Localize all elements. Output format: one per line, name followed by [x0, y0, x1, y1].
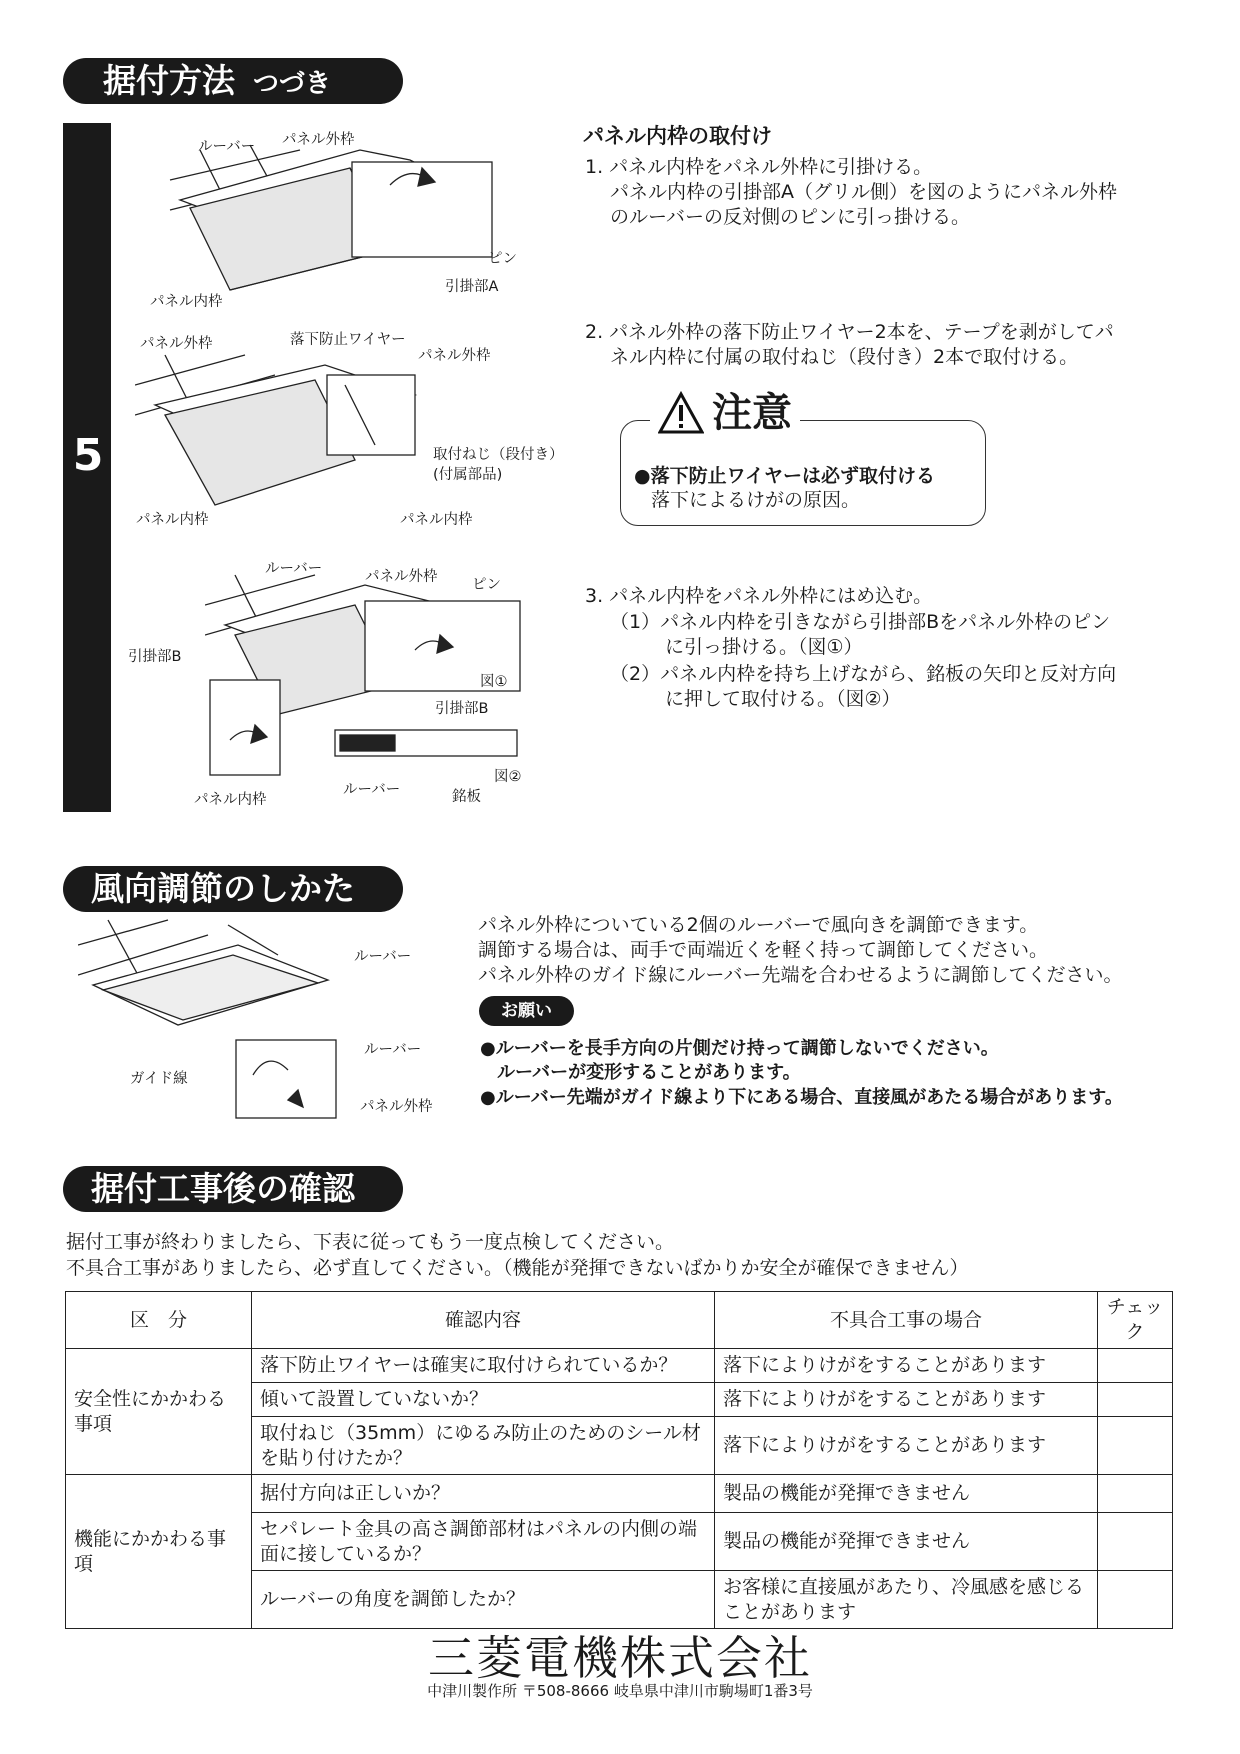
row-content: 取付ねじ（35mm）にゆるみ防止のためのシール材を貼り付けたか？: [252, 1417, 715, 1475]
fig3-label-louver-2: ルーバー: [343, 782, 401, 798]
fig3-label-inner-frame: パネル内枠: [194, 792, 267, 808]
row-result: お客様に直接風があたり、冷風感を感じることがあります: [715, 1571, 1098, 1629]
section-title-installation: [63, 58, 403, 104]
row-content: セパレート金具の高さ調節部材はパネルの内側の端面に接しているか？: [252, 1513, 715, 1571]
airflow-line2: 調節する場合は、両手で両端近くを軽く持って調節してください。: [478, 939, 1049, 961]
step3-line5: に押して取付ける。（図②）: [665, 688, 901, 710]
request-badge: お願い: [479, 996, 574, 1026]
fig3-label-fig2: 図②: [494, 769, 522, 785]
fig2-label-screw: 取付ねじ（段付き）: [433, 447, 564, 463]
row-check-cell[interactable]: [1098, 1383, 1173, 1417]
caution-bold-text: ●落下防止ワイヤーは必ず取付ける: [634, 465, 936, 487]
fig2-label-outer-left: パネル外枠: [140, 336, 213, 352]
row-result: 製品の機能が発揮できません: [715, 1475, 1098, 1513]
fig2-label-wire: 落下防止ワイヤー: [290, 332, 406, 348]
fig3-label-pin: ピン: [472, 577, 501, 593]
table-header-row: [66, 1292, 1173, 1349]
fig3-label-nameplate: 銘板: [452, 789, 481, 805]
fig1-label-inner-frame: パネル内枠: [150, 294, 223, 310]
row-content: 据付方向は正しいか？: [252, 1475, 715, 1513]
step1-line1: 1. パネル内枠をパネル外枠に引掛ける。: [585, 156, 933, 178]
header-content: 確認内容: [252, 1292, 715, 1349]
company-name: 三菱電機株式会社: [428, 1631, 812, 1685]
caution-title-text: 注意: [712, 390, 792, 436]
step3-line4: （2）パネル内枠を持ち上げながら、銘板の矢印と反対方向: [610, 663, 1117, 685]
figure-inner-panel-hook-b: [205, 565, 525, 780]
header-result: 不具合工事の場合: [715, 1292, 1098, 1349]
table-row: [66, 1475, 1173, 1513]
fig1-label-louver: ルーバー: [198, 139, 256, 155]
header-check: チェック: [1098, 1292, 1173, 1349]
fig-airflow-label-outer-frame: パネル外枠: [360, 1099, 433, 1115]
fig-airflow-label-guide: ガイド線: [130, 1071, 188, 1087]
fig2-label-outer-right: パネル外枠: [418, 348, 491, 364]
row-content: 落下防止ワイヤーは確実に取付けられているか？: [252, 1349, 715, 1383]
fig1-label-outer-frame: パネル外枠: [282, 132, 355, 148]
airflow-line3: パネル外枠のガイド線にルーバー先端を合わせるように調節してください。: [478, 964, 1123, 986]
step2-line1: 2. パネル外枠の落下防止ワイヤー2本を、テープを剥がしてパ: [585, 321, 1114, 343]
step3-line2: （1）パネル内枠を引きながら引掛部Bをパネル外枠のピン: [610, 611, 1111, 633]
fig3-label-hook-b: 引掛部B: [435, 701, 489, 717]
fig3-label-louver: ルーバー: [265, 561, 323, 577]
group-function: 機能にかかわる事項: [66, 1475, 252, 1629]
figure-louver-adjust: [78, 915, 338, 1120]
step-number: 5: [72, 430, 104, 481]
section-title-post-check: 据付工事後の確認: [63, 1166, 403, 1212]
fig1-label-hook-a: 引掛部A: [445, 279, 499, 295]
post-check-intro2: 不具合工事がありましたら、必ず直してください。（機能が発揮できないばかりか安全が確保できません）: [66, 1257, 969, 1279]
step3-line1: 3. パネル内枠をパネル外枠にはめ込む。: [585, 585, 933, 607]
request-note3: ●ルーバー先端がガイド線より下にある場合、直接風があたる場合があります。: [480, 1087, 1123, 1108]
row-result: 落下によりけがをすることがあります: [715, 1383, 1098, 1417]
row-content: ルーバーの角度を調節したか？: [252, 1571, 715, 1629]
fig2-label-inner-left: パネル内枠: [136, 512, 209, 528]
fig2-label-inner-right: パネル内枠: [400, 512, 473, 528]
request-note1: ●ルーバーを長手方向の片側だけ持って調節しないでください。: [480, 1038, 999, 1059]
section-title-text: 据付方法: [103, 61, 235, 100]
warning-icon: [658, 391, 704, 435]
inner-panel-heading: パネル内枠の取付け: [583, 124, 772, 148]
row-content: 傾いて設置していないか？: [252, 1383, 715, 1417]
fig3-label-hook-b-left: 引掛部B: [128, 649, 182, 665]
row-check-cell[interactable]: [1098, 1513, 1173, 1571]
section-subtitle: つづき: [253, 69, 332, 99]
row-check-cell[interactable]: [1098, 1417, 1173, 1475]
post-check-intro1: 据付工事が終わりましたら、下表に従ってもう一度点検してください。: [66, 1231, 675, 1253]
company-address: 中津川製作所 〒508-8666 岐阜県中津川市駒場町1番3号: [427, 1682, 813, 1700]
caution-text: 落下によるけがの原因。: [651, 489, 861, 511]
row-result: 製品の機能が発揮できません: [715, 1513, 1098, 1571]
fig-airflow-label-louver-1: ルーバー: [354, 949, 412, 965]
group-safety: 安全性にかかわる事項: [66, 1349, 252, 1475]
fig2-label-screw-note: (付属部品): [433, 467, 503, 483]
request-note2: ルーバーが変形することがあります。: [497, 1062, 801, 1083]
figure-fall-prevention-wire: [135, 345, 435, 520]
table-row: [66, 1349, 1173, 1383]
header-category: 区 分: [66, 1292, 252, 1349]
step2-line2: ネル内枠に付属の取付ねじ（段付き）2本で取付ける。: [610, 346, 1079, 368]
fig-airflow-label-louver-2: ルーバー: [364, 1042, 422, 1058]
step1-line3: のルーバーの反対側のピンに引っ掛ける。: [610, 206, 971, 228]
row-check-cell[interactable]: [1098, 1475, 1173, 1513]
fig3-label-outer-frame: パネル外枠: [365, 569, 438, 585]
step3-line3: に引っ掛ける。（図①）: [665, 636, 863, 658]
airflow-line1: パネル外枠についている2個のルーバーで風向きを調節できます。: [478, 914, 1039, 936]
section-title-airflow: 風向調節のしかた: [63, 866, 403, 912]
row-result: 落下によりけがをすることがあります: [715, 1349, 1098, 1383]
post-check-table: [65, 1291, 1173, 1629]
row-result: 落下によりけがをすることがあります: [715, 1417, 1098, 1475]
fig3-label-fig1: 図①: [480, 674, 508, 690]
step1-line2: パネル内枠の引掛部A（グリル側）を図のようにパネル外枠: [610, 181, 1117, 203]
caution-title: [650, 386, 800, 440]
row-check-cell[interactable]: [1098, 1349, 1173, 1383]
row-check-cell[interactable]: [1098, 1571, 1173, 1629]
fig1-label-pin: ピン: [488, 251, 517, 267]
